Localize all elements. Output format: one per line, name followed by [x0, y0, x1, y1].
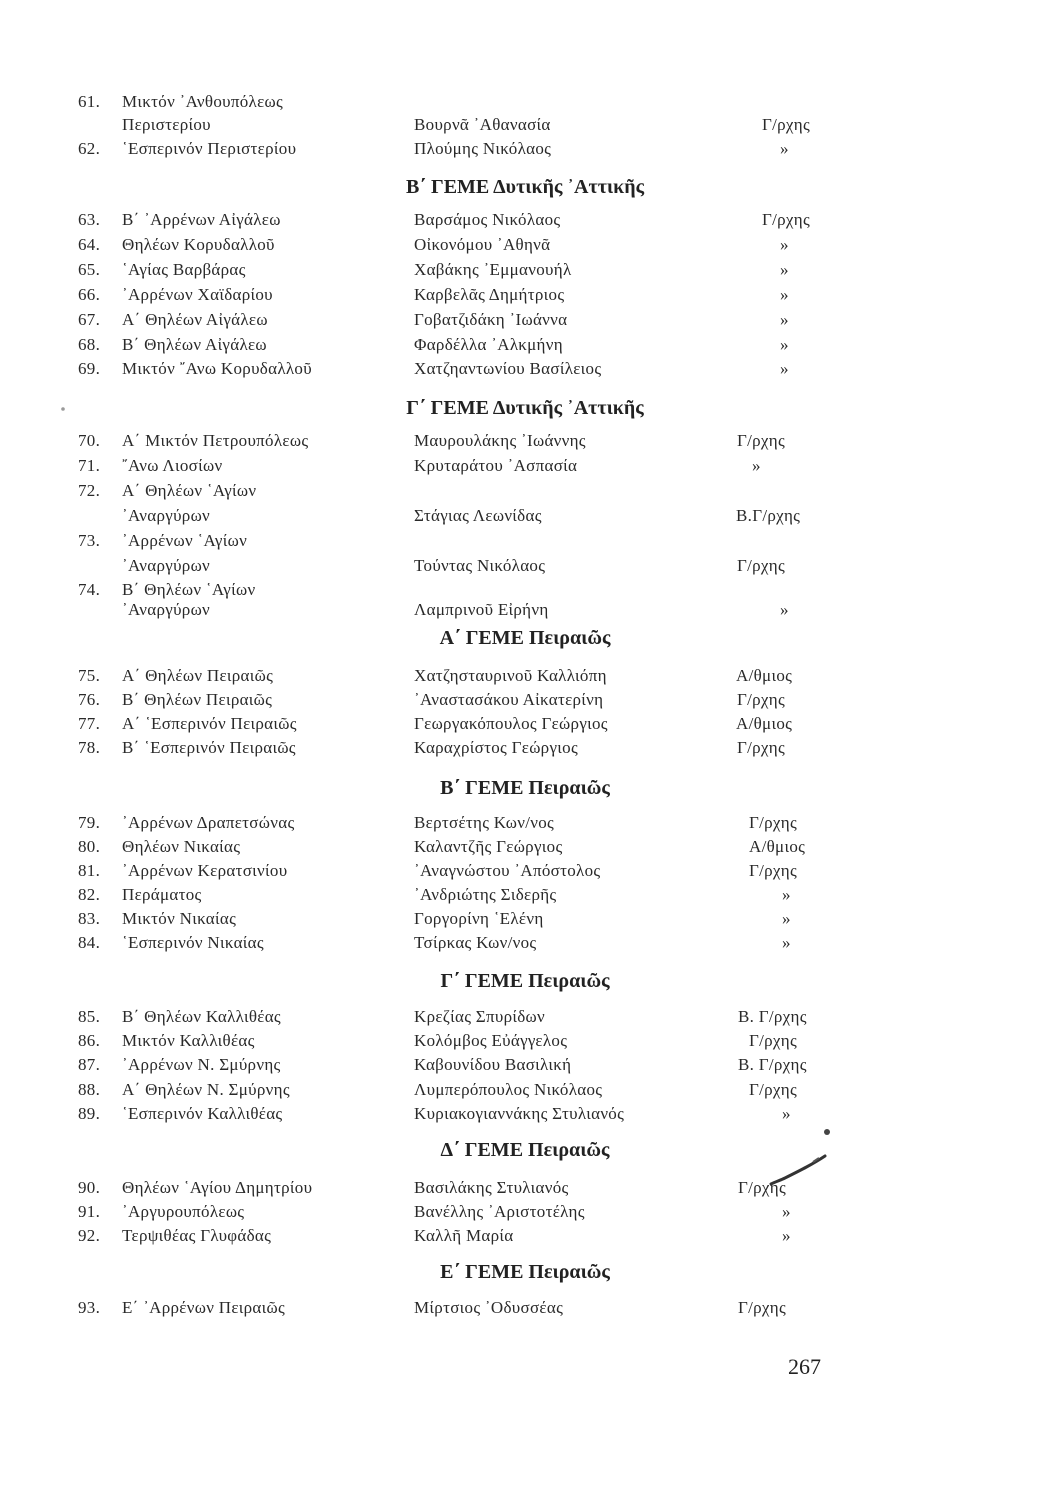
school-name: Α΄ Θηλέων ῾Αγίων	[122, 481, 257, 500]
section-heading	[0, 173, 1050, 201]
rank: Α/θμιος	[749, 837, 806, 856]
item-number: 81.	[78, 861, 101, 880]
rank: Γ/ρχης	[749, 1031, 798, 1050]
school-name: Α΄ Θηλέων Αἰγάλεω	[122, 310, 268, 329]
list-item	[0, 1176, 1050, 1200]
school-name: ᾿Αναργύρων	[122, 506, 211, 525]
rank: »	[782, 933, 791, 952]
section-heading	[0, 774, 1050, 802]
list-item	[0, 233, 1050, 257]
school-name: Α΄ Μικτόν Πετρουπόλεως	[122, 431, 309, 450]
rank: »	[780, 335, 789, 354]
person-name: ᾿Ανδριώτης Σιδερῆς	[414, 885, 557, 904]
school-name: Μικτόν Νικαίας	[122, 909, 237, 928]
list-item	[0, 1296, 1050, 1320]
list-item	[0, 736, 1050, 760]
item-number: 83.	[78, 909, 101, 928]
school-name: Θηλέων Νικαίας	[122, 837, 241, 856]
person-name: Καλλῆ Μαρία	[414, 1226, 514, 1245]
person-name: Λυμπερόπουλος Νικόλαος	[414, 1080, 603, 1099]
person-name: Βουρνᾶ ᾿Αθανασία	[414, 115, 551, 134]
person-name: Τσίρκας Κων/νος	[414, 933, 537, 952]
person-name: Γεωργακόπουλος Γεώργιος	[414, 714, 608, 733]
school-name: Α΄ ῾Εσπερινόν Πειραιῶς	[122, 714, 297, 733]
rank: Γ/ρχης	[737, 738, 786, 757]
rank: Α/θμιος	[736, 666, 793, 685]
person-name: Κυριακογιαννάκης Στυλιανός	[414, 1104, 625, 1123]
list-item	[0, 712, 1050, 736]
item-number: 91.	[78, 1202, 101, 1221]
person-name: Τούντας Νικόλαος	[414, 556, 546, 575]
item-number: 66.	[78, 285, 101, 304]
list-item	[0, 479, 1050, 503]
item-number: 73.	[78, 531, 101, 550]
list-item	[0, 1200, 1050, 1224]
list-item	[0, 1224, 1050, 1248]
rank: Γ/ρχης	[738, 1178, 787, 1197]
person-name: Χατζησταυρινοῦ Καλλιόπη	[414, 666, 607, 685]
person-name: Βασιλάκης Στυλιανός	[414, 1178, 569, 1197]
list-item	[0, 1078, 1050, 1102]
school-name: Β΄ Θηλέων Καλλιθέας	[122, 1007, 281, 1026]
person-name: Οἰκονόμου ᾿Αθηνᾶ	[414, 235, 551, 254]
rank: Α/θμιος	[736, 714, 793, 733]
list-item	[0, 429, 1050, 453]
item-number: 68.	[78, 335, 101, 354]
rank: »	[782, 1104, 791, 1123]
item-number: 87.	[78, 1055, 101, 1074]
school-name: ῾Εσπερινόν Καλλιθέας	[122, 1104, 283, 1123]
list-item	[0, 283, 1050, 307]
school-name: Α΄ Θηλέων Ν. Σμύρνης	[122, 1080, 290, 1099]
school-name: Θηλέων ῾Αγίου Δημητρίου	[122, 1178, 313, 1197]
section-heading	[0, 1136, 1050, 1164]
item-number: 63.	[78, 210, 101, 229]
school-name: Θηλέων Κορυδαλλοῦ	[122, 235, 275, 254]
page-number: 267	[788, 1354, 821, 1379]
list-item	[0, 907, 1050, 931]
section-heading	[0, 967, 1050, 995]
person-name: Βαρσάμος Νικόλαος	[414, 210, 561, 229]
person-name: Μίρτσιος ᾿Οδυσσέας	[414, 1298, 564, 1317]
item-number: 64.	[78, 235, 101, 254]
list-item	[0, 835, 1050, 859]
person-name: Στάγιας Λεωνίδας	[414, 506, 542, 525]
item-number: 65.	[78, 260, 101, 279]
school-name: Τερψιθέας Γλυφάδας	[122, 1226, 272, 1245]
school-name: ῾Αγίας Βαρβάρας	[122, 260, 246, 279]
school-name: Β΄ Θηλέων ῾Αγίων	[122, 580, 256, 599]
school-name: ᾿Αρρένων ῾Αγίων	[122, 531, 248, 550]
rank: »	[780, 600, 789, 619]
rank: »	[782, 885, 791, 904]
rank: Γ/ρχης	[737, 431, 786, 450]
item-number: 77.	[78, 714, 101, 733]
heading-text: Γ΄ ΓΕΜΕ Πειραιῶς	[440, 970, 610, 992]
list-item	[0, 811, 1050, 835]
list-item	[0, 357, 1050, 381]
person-name: Καρβελᾶς Δημήτριος	[414, 285, 565, 304]
school-name: Β΄ Θηλέων Αἰγάλεω	[122, 335, 267, 354]
rank: Β.Γ/ρχης	[736, 506, 801, 525]
school-name: Μικτόν ᾿Ανθουπόλεως	[122, 92, 284, 111]
person-name: Κρυταράτου ᾿Ασπασία	[414, 456, 578, 475]
school-name: ᾿Αναργύρων	[122, 600, 211, 619]
item-number: 88.	[78, 1080, 101, 1099]
school-name: Περιστερίου	[122, 115, 211, 134]
list-item	[0, 454, 1050, 478]
rank: »	[780, 359, 789, 378]
section-heading	[0, 1258, 1050, 1286]
rank: Γ/ρχης	[749, 1080, 798, 1099]
list-item	[0, 859, 1050, 883]
rank: »	[780, 235, 789, 254]
list-item	[0, 1053, 1050, 1077]
item-number: 82.	[78, 885, 101, 904]
rank: Γ/ρχης	[762, 115, 811, 134]
list-item	[0, 208, 1050, 232]
rank: »	[780, 139, 789, 158]
school-name: ῾Εσπερινόν Νικαίας	[122, 933, 264, 952]
list-item	[0, 529, 1050, 553]
item-number: 61.	[78, 92, 101, 111]
person-name: Κρεζίας Σπυρίδων	[414, 1007, 546, 1026]
school-name: ῾Εσπερινόν Περιστερίου	[122, 139, 297, 158]
item-number: 90.	[78, 1178, 101, 1197]
heading-text: Β΄ ΓΕΜΕ Δυτικῆς ᾿Αττικῆς	[405, 176, 645, 198]
ink-speck	[58, 404, 68, 414]
school-name: Μικτόν ῎Ανω Κορυδαλλοῦ	[122, 359, 312, 378]
list-item	[0, 333, 1050, 357]
rank: Β. Γ/ρχης	[738, 1007, 807, 1026]
person-name: Κολόμβος Εὐάγγελος	[414, 1031, 568, 1050]
list-item	[0, 1102, 1050, 1126]
rank: »	[782, 1226, 791, 1245]
item-number: 80.	[78, 837, 101, 856]
school-name: ᾿Αρρένων Ν. Σμύρνης	[122, 1055, 281, 1074]
item-number: 79.	[78, 813, 101, 832]
person-name: Φαρδέλλα ᾿Αλκμήνη	[414, 335, 563, 354]
rank: Γ/ρχης	[749, 813, 798, 832]
person-name: Λαμπρινοῦ Εἰρήνη	[414, 600, 549, 619]
list-item	[0, 308, 1050, 332]
heading-text: Β΄ ΓΕΜΕ Πειραιῶς	[440, 777, 610, 799]
rank: »	[752, 456, 761, 475]
list-item	[0, 554, 1050, 578]
rank: »	[780, 310, 789, 329]
school-name: ᾿Αρρένων Κερατσινίου	[122, 861, 288, 880]
list-item	[0, 688, 1050, 712]
list-item	[0, 90, 1050, 114]
person-name: Χαβάκης ᾿Εμμανουήλ	[414, 260, 572, 279]
person-name: ᾿Αναγνώστου ᾿Απόστολος	[414, 861, 601, 880]
heading-text: Γ΄ ΓΕΜΕ Δυτικῆς ᾿Αττικῆς	[406, 397, 644, 419]
person-name: Καβουνίδου Βασιλική	[414, 1055, 572, 1074]
list-item	[0, 258, 1050, 282]
list-item	[0, 137, 1050, 161]
item-number: 92.	[78, 1226, 101, 1245]
rank: »	[782, 1202, 791, 1221]
item-number: 67.	[78, 310, 101, 329]
rank: Β. Γ/ρχης	[738, 1055, 807, 1074]
school-name: ᾿Αργυρουπόλεως	[122, 1202, 245, 1221]
rank: Γ/ρχης	[749, 861, 798, 880]
person-name: Καλαντζῆς Γεώργιος	[414, 837, 563, 856]
list-item	[0, 664, 1050, 688]
person-name: Βανέλλης ᾿Αριστοτέλης	[414, 1202, 585, 1221]
rank: Γ/ρχης	[738, 1298, 787, 1317]
school-name: Β΄ ῾Εσπερινόν Πειραιῶς	[122, 738, 296, 757]
rank: »	[780, 285, 789, 304]
item-number: 93.	[78, 1298, 101, 1317]
list-item	[0, 113, 1050, 137]
item-number: 78.	[78, 738, 101, 757]
person-name: Γοργορίνη ῾Ελένη	[414, 909, 544, 928]
item-number: 89.	[78, 1104, 101, 1123]
school-name: ᾿Αναργύρων	[122, 556, 211, 575]
list-item	[0, 504, 1050, 528]
list-item	[0, 598, 1050, 622]
heading-text: Α΄ ΓΕΜΕ Πειραιῶς	[439, 627, 611, 649]
list-item	[0, 931, 1050, 955]
section-heading	[0, 624, 1050, 652]
school-name: Περάματος	[122, 885, 202, 904]
item-number: 84.	[78, 933, 101, 952]
rank: »	[782, 909, 791, 928]
list-item	[0, 883, 1050, 907]
school-name: Β΄ Θηλέων Πειραιῶς	[122, 690, 273, 709]
item-number: 69.	[78, 359, 101, 378]
item-number: 85.	[78, 1007, 101, 1026]
item-number: 76.	[78, 690, 101, 709]
person-name: ᾿Αναστασάκου Αἰκατερίνη	[414, 690, 604, 709]
item-number: 86.	[78, 1031, 101, 1050]
person-name: Βερτσέτης Κων/νος	[414, 813, 555, 832]
rank: Γ/ρχης	[762, 210, 811, 229]
item-number: 74.	[78, 580, 101, 599]
item-number: 71.	[78, 456, 101, 475]
heading-text: Δ΄ ΓΕΜΕ Πειραιῶς	[440, 1139, 610, 1161]
section-heading	[0, 394, 1050, 422]
item-number: 70.	[78, 431, 101, 450]
school-name: ᾿Αρρένων Χαϊδαρίου	[122, 285, 273, 304]
school-name: Ε΄ ᾿Αρρένων Πειραιῶς	[122, 1298, 286, 1317]
person-name: Γοβατζιδάκη ᾿Ιωάννα	[414, 310, 568, 329]
item-number: 72.	[78, 481, 101, 500]
person-name: Μαυρουλάκης ᾿Ιωάννης	[414, 431, 586, 450]
person-name: Καραχρίστος Γεώργιος	[414, 738, 578, 757]
school-name: ᾿Αρρένων Δραπετσώνας	[122, 813, 295, 832]
list-item	[0, 1005, 1050, 1029]
heading-text: Ε΄ ΓΕΜΕ Πειραιῶς	[440, 1261, 610, 1283]
rank: »	[780, 260, 789, 279]
school-name: Β΄ ᾿Αρρένων Αἰγάλεω	[122, 210, 281, 229]
list-item	[0, 1029, 1050, 1053]
school-name: Μικτόν Καλλιθέας	[122, 1031, 255, 1050]
rank: Γ/ρχης	[737, 690, 786, 709]
ink-smudge	[755, 1118, 845, 1193]
school-name: Α΄ Θηλέων Πειραιῶς	[122, 666, 274, 685]
item-number: 75.	[78, 666, 101, 685]
person-name: Χατζηαντωνίου Βασίλειος	[414, 359, 602, 378]
item-number: 62.	[78, 139, 101, 158]
rank: Γ/ρχης	[737, 556, 786, 575]
school-name: ῎Ανω Λιοσίων	[122, 456, 223, 475]
person-name: Πλούμης Νικόλαος	[414, 139, 552, 158]
